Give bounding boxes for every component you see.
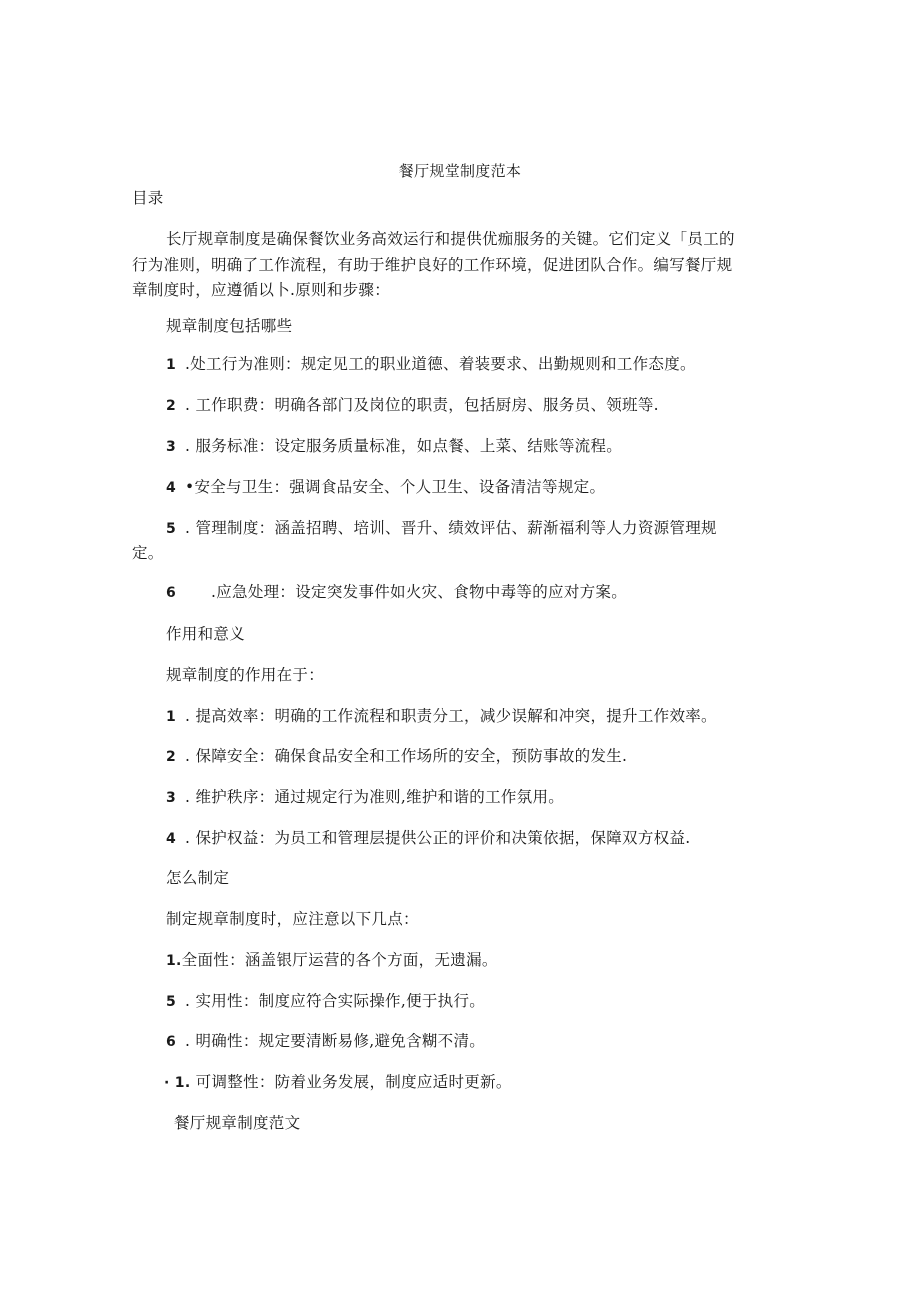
section-heading-how: 怎么制定 [166,869,230,887]
item-text: 全面性：涵盖银厅运营的各个方面，无遗漏。 [181,951,498,969]
item-text: . 维护秩序：通过规定行为准则,维护和谐的工作氛用。 [185,788,565,806]
item-text: •安全与卫生：强调食品安全、个人卫生、设备清洁等规定。 [185,478,606,496]
list-item [166,518,717,539]
list-item [166,828,690,849]
item-number: 4 [166,831,177,847]
intro-line-1: 长厅规章制度是确保餐饮业务高效运行和提供优痂服务的关键。它们定义「员工的 [166,230,735,248]
item-text: .应急处理：设定突发事件如火灾、食物中毒等的应对方案。 [211,583,628,601]
item-number: 1. [166,953,182,969]
item-text: 可调整性：防着业务发展，制度应适时更新。 [190,1073,512,1091]
item-number: 3 [166,790,177,806]
item-number: 6 [166,1034,177,1050]
list-item [164,1072,512,1093]
list-item [166,582,627,603]
item-text: . 实用性：制度应符合实际操作,便于执行。 [185,992,486,1010]
item-text: .处工行为准则：规定见工的职业道德、着装要求、出勤规则和工作态度。 [185,355,696,373]
item-text: . 保护权益：为员工和管理层提供公正的评价和决策依据，保障双方权益. [185,829,691,847]
list-item [166,787,564,808]
list-item [166,746,627,767]
section-heading-contents: 规章制度包括哪些 [166,317,293,335]
section-heading-sample: 餐厅规章制度范文 [174,1114,301,1132]
item-number: 3 [166,439,177,455]
list-item [166,1031,485,1052]
item-text: . 管理制度：涵盖招聘、培训、晋升、绩效评估、薪渐福利等人力资源管理规 [185,519,717,537]
list-item [166,436,622,457]
item-text: . 服务标准：设定服务质量标准，如点餐、上菜、结账等流程。 [185,437,623,455]
list-item [166,395,659,416]
item-number: 4 [166,480,177,496]
section-lead-how: 制定规章制度时，应注意以下几点： [166,910,419,928]
item-number: · 1. [164,1075,191,1091]
toc-label: 目录 [132,189,164,207]
list-item [166,477,605,498]
list-item [166,991,485,1012]
section-heading-purpose: 作用和意义 [166,625,246,643]
list-item [166,706,717,727]
intro-line-3: 章制度时，应遵循以卜.原则和步骤： [132,281,391,299]
list-item [166,354,696,375]
item-text: . 工作职费：明确各部门及岗位的职责，包括厨房、服务员、领班等. [185,396,659,414]
item-number: 2 [166,398,177,414]
item-text: . 保障安全：确保食品安全和工作场所的安全，预防事故的发生. [185,747,628,765]
section-lead-purpose: 规章制度的作用在于： [166,666,325,684]
list-item [166,950,498,971]
item-number: 1 [166,357,177,373]
intro-line-2: 行为准则，明确了工作流程，有助于维护良好的工作环境，促进团队合作。编写餐厅规 [132,256,733,274]
item-number: 6 [166,585,177,601]
item-number: 5 [166,994,177,1010]
item-number: 2 [166,749,177,765]
item-text: . 明确性：规定要清断易修,避免含糊不清。 [185,1032,486,1050]
item-number: 5 [166,521,177,537]
document-title: 餐厅规堂制度范本 [398,162,522,180]
list-item-continuation: 定。 [132,544,164,562]
item-number: 1 [166,709,177,725]
item-text: . 提高效率：明确的工作流程和职责分工，减少误解和冲突，提升工作效率。 [185,707,717,725]
